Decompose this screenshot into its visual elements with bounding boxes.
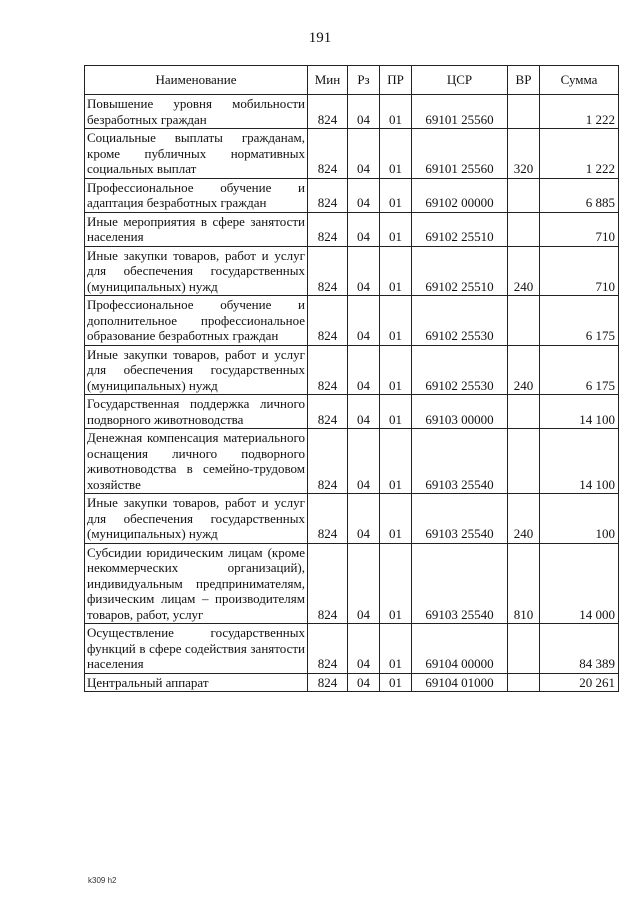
table-header-row <box>85 66 619 95</box>
table-row <box>85 395 619 429</box>
cell-csr: 69102 25510 <box>412 212 508 246</box>
table-row <box>85 129 619 179</box>
cell-sum: 710 <box>540 212 619 246</box>
cell-pr: 01 <box>380 345 412 395</box>
cell-min: 824 <box>308 624 348 674</box>
cell-sum: 20 261 <box>540 673 619 692</box>
cell-vr <box>508 673 540 692</box>
cell-min: 824 <box>308 429 348 494</box>
table-row <box>85 543 619 624</box>
cell-name: Повышение уровня мобильности безработных граждан <box>85 95 308 129</box>
cell-name: Субсидии юридическим лицам (кроме некоммерческих организаций), индивидуальным предпринимателям, физическим лицам – производителям товаров, работ, услуг <box>85 543 308 624</box>
cell-sum: 6 885 <box>540 178 619 212</box>
cell-name: Центральный аппарат <box>85 673 308 692</box>
table-row <box>85 95 619 129</box>
cell-rz: 04 <box>348 345 380 395</box>
cell-vr <box>508 296 540 346</box>
cell-sum: 14 100 <box>540 429 619 494</box>
header-vr: ВР <box>508 66 540 95</box>
cell-rz: 04 <box>348 95 380 129</box>
cell-csr: 69103 00000 <box>412 395 508 429</box>
cell-csr: 69102 25530 <box>412 345 508 395</box>
budget-table <box>84 65 619 692</box>
cell-pr: 01 <box>380 95 412 129</box>
cell-min: 824 <box>308 673 348 692</box>
cell-min: 824 <box>308 178 348 212</box>
cell-min: 824 <box>308 246 348 296</box>
cell-vr: 240 <box>508 345 540 395</box>
cell-csr: 69104 01000 <box>412 673 508 692</box>
header-min: Мин <box>308 66 348 95</box>
cell-pr: 01 <box>380 212 412 246</box>
cell-rz: 04 <box>348 395 380 429</box>
cell-vr <box>508 178 540 212</box>
cell-name: Профессиональное обучение и дополнительное профессиональное образование безработных граждан <box>85 296 308 346</box>
cell-csr: 69101 25560 <box>412 95 508 129</box>
table-row <box>85 345 619 395</box>
cell-name: Профессиональное обучение и адаптация безработных граждан <box>85 178 308 212</box>
cell-pr: 01 <box>380 624 412 674</box>
cell-vr: 240 <box>508 494 540 544</box>
cell-min: 824 <box>308 95 348 129</box>
cell-pr: 01 <box>380 494 412 544</box>
cell-name: Осуществление государственных функций в сфере содействия занятости населения <box>85 624 308 674</box>
table-row <box>85 624 619 674</box>
cell-sum: 1 222 <box>540 95 619 129</box>
cell-vr <box>508 95 540 129</box>
header-pr: ПР <box>380 66 412 95</box>
cell-rz: 04 <box>348 543 380 624</box>
cell-sum: 14 100 <box>540 395 619 429</box>
header-name: Наименование <box>85 66 308 95</box>
cell-vr <box>508 429 540 494</box>
cell-rz: 04 <box>348 429 380 494</box>
cell-csr: 69103 25540 <box>412 429 508 494</box>
cell-csr: 69101 25560 <box>412 129 508 179</box>
cell-sum: 14 000 <box>540 543 619 624</box>
cell-vr <box>508 395 540 429</box>
cell-sum: 6 175 <box>540 345 619 395</box>
cell-name: Иные закупки товаров, работ и услуг для обеспечения государственных (муниципальных) нужд <box>85 345 308 395</box>
cell-vr: 810 <box>508 543 540 624</box>
table-row <box>85 212 619 246</box>
cell-pr: 01 <box>380 129 412 179</box>
cell-name: Денежная компенсация материального оснащения личного подворного животноводства в семейно-трудовом хозяйстве <box>85 429 308 494</box>
cell-name: Иные закупки товаров, работ и услуг для обеспечения государственных (муниципальных) нужд <box>85 246 308 296</box>
cell-csr: 69102 25510 <box>412 246 508 296</box>
cell-csr: 69103 25540 <box>412 494 508 544</box>
cell-csr: 69102 00000 <box>412 178 508 212</box>
cell-pr: 01 <box>380 178 412 212</box>
cell-csr: 69103 25540 <box>412 543 508 624</box>
cell-rz: 04 <box>348 494 380 544</box>
cell-sum: 1 222 <box>540 129 619 179</box>
table-row <box>85 673 619 692</box>
header-csr: ЦСР <box>412 66 508 95</box>
cell-sum: 710 <box>540 246 619 296</box>
cell-rz: 04 <box>348 129 380 179</box>
cell-name: Иные мероприятия в сфере занятости населения <box>85 212 308 246</box>
cell-name: Иные закупки товаров, работ и услуг для обеспечения государственных (муниципальных) нужд <box>85 494 308 544</box>
cell-sum: 100 <box>540 494 619 544</box>
table-row <box>85 296 619 346</box>
cell-rz: 04 <box>348 246 380 296</box>
cell-min: 824 <box>308 212 348 246</box>
cell-csr: 69102 25530 <box>412 296 508 346</box>
header-sum: Сумма <box>540 66 619 95</box>
header-rz: Рз <box>348 66 380 95</box>
cell-sum: 6 175 <box>540 296 619 346</box>
footer-code: k309 h2 <box>88 876 117 885</box>
table-row <box>85 494 619 544</box>
cell-csr: 69104 00000 <box>412 624 508 674</box>
cell-rz: 04 <box>348 673 380 692</box>
page-number: 191 <box>308 30 332 46</box>
table-row <box>85 246 619 296</box>
cell-sum: 84 389 <box>540 624 619 674</box>
cell-name: Государственная поддержка личного подворного животноводства <box>85 395 308 429</box>
cell-rz: 04 <box>348 178 380 212</box>
cell-min: 824 <box>308 296 348 346</box>
cell-pr: 01 <box>380 246 412 296</box>
cell-min: 824 <box>308 345 348 395</box>
cell-vr: 240 <box>508 246 540 296</box>
cell-min: 824 <box>308 129 348 179</box>
cell-rz: 04 <box>348 624 380 674</box>
table-row <box>85 429 619 494</box>
cell-vr <box>508 212 540 246</box>
cell-pr: 01 <box>380 543 412 624</box>
table-row <box>85 178 619 212</box>
cell-rz: 04 <box>348 212 380 246</box>
cell-min: 824 <box>308 543 348 624</box>
cell-min: 824 <box>308 395 348 429</box>
cell-pr: 01 <box>380 673 412 692</box>
cell-vr <box>508 624 540 674</box>
cell-name: Социальные выплаты гражданам, кроме публичных нормативных социальных выплат <box>85 129 308 179</box>
cell-pr: 01 <box>380 296 412 346</box>
cell-pr: 01 <box>380 429 412 494</box>
cell-min: 824 <box>308 494 348 544</box>
cell-vr: 320 <box>508 129 540 179</box>
cell-rz: 04 <box>348 296 380 346</box>
cell-pr: 01 <box>380 395 412 429</box>
